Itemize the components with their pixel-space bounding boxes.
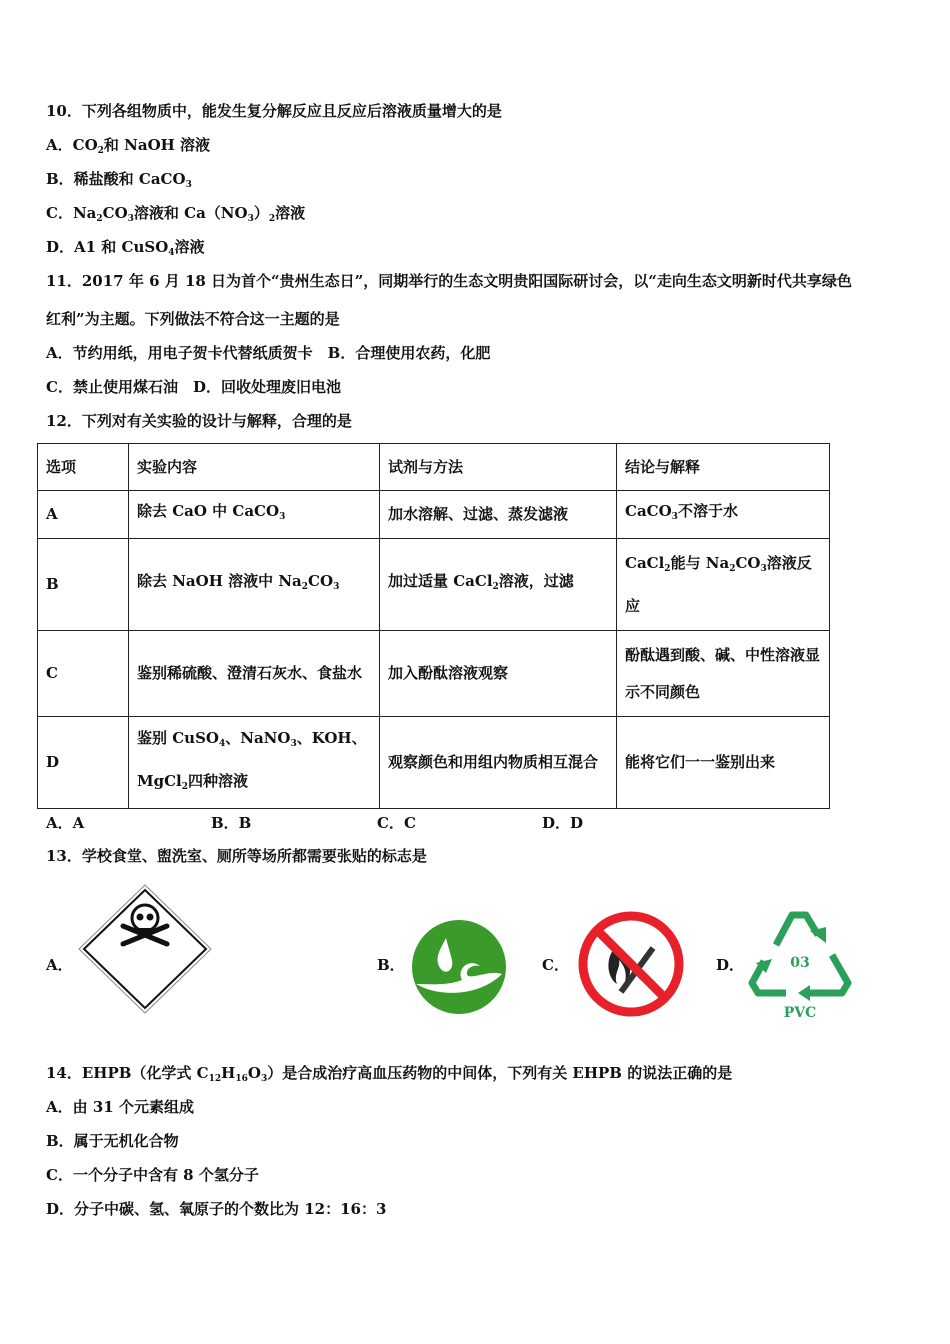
q10-option-d [46,237,205,263]
text-segment: 加过适量 CaCl [388,572,493,590]
q14-option-d [46,1199,386,1219]
cell-option [38,717,129,809]
text-segment: D．A1 和 CuSO [46,238,169,256]
table-row [38,539,830,631]
subscript: 12 [208,1074,222,1084]
header-option: 选项 [38,444,129,491]
q13-stem [46,846,427,866]
q12-answer-d: D．D [542,814,584,832]
text-segment: C．Na [46,204,97,222]
subscript: 2 [729,563,736,574]
subscript: 3 [279,512,286,522]
q10-stem [46,101,502,121]
subscript: 3 [290,738,297,749]
text-segment: CaCO [625,502,672,520]
text-segment: 能与 Na [670,553,730,572]
q14-option-a [46,1097,194,1117]
text-segment: A [46,505,58,523]
subscript: 2 [97,146,104,156]
text-segment: CO [102,204,128,222]
text-segment: C．禁止使用煤石油 D．回收处理废旧电池 [46,378,341,396]
cell-conclusion [617,631,830,717]
text-segment: B [46,575,59,593]
cell-conclusion [617,539,830,631]
text-segment: 除去 CaO 中 CaCO [137,502,280,520]
text-segment: CO [308,572,334,590]
no-fire-sign-icon [575,908,687,1020]
subscript: 4 [168,248,175,258]
cell-content [129,631,380,717]
subscript: 3 [127,214,134,224]
text-segment: 鉴别稀硫酸、澄清石灰水、食盐水 [137,664,363,682]
text-segment: B．稀盐酸和 CaCO [46,170,186,188]
q10-option-c [46,203,305,229]
q11-options-ab [46,343,490,363]
q10-option-b [46,169,192,195]
cell-conclusion [617,717,830,809]
subscript: 3 [247,214,254,224]
subscript: 16 [235,1074,248,1084]
subscript: 3 [333,582,340,592]
text-segment: 、NaNO [225,728,291,747]
table-row [38,717,830,809]
cell-method [380,631,617,717]
text-segment: 加水溶解、过滤、蒸发滤液 [388,505,569,523]
q13-label-c: C． [542,956,569,974]
text-segment: 溶液 [275,204,306,222]
text-segment: A．CO [46,136,98,154]
text-segment: H [221,1064,236,1082]
table-header-row [38,444,830,491]
text-segment: 和 NaOH 溶液 [103,136,211,154]
header-content: 实验内容 [129,444,380,491]
q11-stem-line2 [46,309,340,329]
q14-option-b [46,1131,179,1151]
text-segment: 11．2017 年 6 月 18 日为首个“贵州生态日”，同期举行的生态文明贵阳国际研讨会，以“走向生态文明新时代共享绿色 [46,272,852,290]
cell-option [38,491,129,539]
text-segment: 溶液，过滤 [498,572,574,590]
text-segment: A．节约用纸，用电子贺卡代替纸质贺卡 B．合理使用农药，化肥 [46,344,491,362]
water-saving-sign-icon [410,918,508,1016]
cell-option [38,539,129,631]
subscript: 2 [301,582,309,592]
pvc-recycle-sign-icon [746,905,854,1023]
header-conclusion: 结论与解释 [617,444,830,491]
cell-content [129,491,380,539]
q12-stem [46,411,352,431]
text-segment: 10．下列各组物质中，能发生复分解反应且反应后溶液质量增大的是 [46,102,502,120]
cell-method [380,717,617,809]
header-method: 试剂与方法 [380,444,617,491]
text-segment: ）是合成治疗高血压药物的中间体，下列有关 EHPB 的说法正确的是 [267,1064,733,1082]
cell-option [38,631,129,717]
q14-stem [46,1063,732,1089]
q11-stem-line1 [46,271,852,291]
recycle-name: PVC [783,1005,817,1021]
text-segment: 12．下列对有关实验的设计与解释，合理的是 [46,412,352,430]
toxic-sign-icon [76,882,214,1016]
table-row [38,491,830,539]
text-segment: 加入酚酞溶液观察 [388,664,509,682]
recycle-code: 03 [790,955,810,971]
q13-label-b: B． [377,956,405,974]
q14-option-c [46,1165,259,1185]
text-segment: 13．学校食堂、盥洗室、厕所等场所都需要张贴的标志是 [46,847,427,865]
subscript: 2 [268,214,276,224]
cell-content [129,539,380,631]
text-segment: 鉴别 CuSO [137,728,219,747]
text-segment: 红利”为主题。下列做法不符合这一主题的是 [46,310,340,328]
text-segment: 14．EHPB（化学式 C [46,1064,209,1082]
subscript: 2 [96,214,103,224]
table-row [38,631,830,717]
q12-answer-b: B．B [211,814,252,832]
text-segment: CaCl [625,553,665,572]
q12-table [37,443,830,809]
text-segment: A．由 31 个元素组成 [46,1098,194,1116]
subscript: 2 [664,563,671,574]
q11-options-cd [46,377,341,397]
text-segment: 、KOH、MgCl [137,728,367,790]
subscript: 4 [218,738,226,749]
text-segment: 除去 NaOH 溶液中 Na [137,572,302,590]
text-segment: B．属于无机化合物 [46,1132,179,1150]
subscript: 3 [185,180,192,190]
text-segment: C [46,664,58,682]
q10-option-a [46,135,210,161]
cell-content [129,717,380,809]
text-segment: 酚酞遇到酸、碱、中性溶液显示不同颜色 [625,645,821,701]
text-segment: 四种溶液 [188,771,249,790]
text-segment: D．分子中碳、氢、氧原子的个数比为 12：16：3 [46,1200,387,1218]
text-segment: C．一个分子中含有 8 个氢分子 [46,1166,259,1184]
subscript: 2 [492,582,499,592]
text-segment: O [247,1064,261,1082]
cell-conclusion [617,491,830,539]
text-segment: 溶液反应 [625,553,812,615]
q13-label-d: D． [716,956,745,974]
text-segment: 观察颜色和用组内物质相互混合 [388,753,599,771]
subscript: 3 [671,512,678,522]
subscript: 3 [760,563,767,574]
text-segment: 不溶于水 [677,502,738,520]
cell-method [380,491,617,539]
text-segment: D [46,753,60,771]
cell-method [380,539,617,631]
subscript: 2 [181,781,188,792]
text-segment: 能将它们一一鉴别出来 [625,753,776,771]
subscript: 3 [260,1074,268,1084]
text-segment: ） [253,204,269,222]
text-segment: 溶液 [174,238,205,256]
text-segment: 溶液和 Ca（NO [133,204,248,222]
q12-answer-a: A．A [46,814,85,832]
q12-answer-c: C．C [377,814,416,832]
text-segment: CO [735,553,761,572]
q13-label-a: A． [46,956,73,974]
